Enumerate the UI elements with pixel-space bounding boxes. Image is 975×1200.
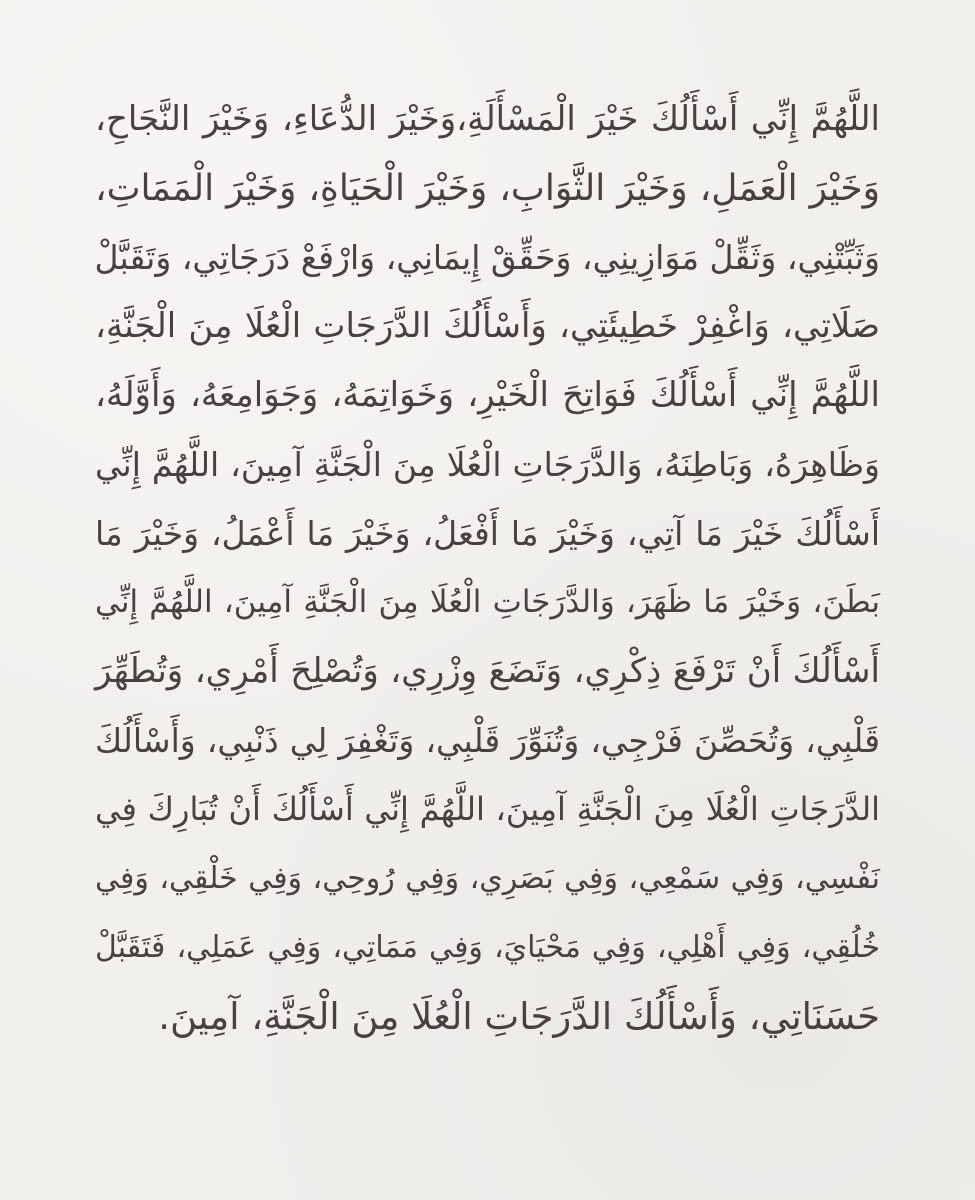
prayer-line-8: بَطَنَ، وَخَيْرَ مَا ظَهَرَ، وَالدَّرَجَاتِ الْعُلَا مِنَ الْجَنَّةِ آمِينَ، اللَّهُمَّ إِنِّي	[95, 584, 880, 620]
prayer-line-14: حَسَنَاتِي، وَأَسْأَلُكَ الدَّرَجَاتِ الْعُلَا مِنَ الْجَنَّةِ، آمِينَ.	[158, 995, 880, 1038]
prayer-line-1: اللَّهُمَّ إِنِّي أَسْأَلُكَ خَيْرَ الْمَسْأَلَةِ،وَخَيْرَ الدُّعَاءِ، وَخَيْرَ النَّجَاحِ،	[95, 99, 880, 139]
prayer-line-12: نَفْسِي، وَفِي سَمْعِي، وَفِي بَصَرِي، وَفِي رُوحِي، وَفِي خَلْقِي، وَفِي	[95, 861, 880, 896]
prayer-text	[95, 85, 880, 1051]
prayer-line-3: وَثَبِّتْنِي، وَثَقِّلْ مَوَازِينِي، وَحَقِّقْ إِيمَانِي، وَارْفَعْ دَرَجَاتِي، وَتَقَبَّلْ	[94, 238, 880, 277]
prayer-line-10: قَلْبِي، وَتُحَصِّنَ فَرْجِي، وَتُنَوِّرَ قَلْبِي، وَتَغْفِرَ لِي ذَنْبِي، وَأَسْأَلُكَ	[95, 721, 880, 760]
prayer-line-7: أَسْأَلُكَ خَيْرَ مَا آتِي، وَخَيْرَ مَا أَفْعَلُ، وَخَيْرَ مَا أَعْمَلُ، وَخَيْرَ مَا	[95, 514, 880, 553]
prayer-line-4: صَلَاتِي، وَاغْفِرْ خَطِيئَتِي، وَأَسْأَلُكَ الدَّرَجَاتِ الْعُلَا مِنَ الْجَنَّةِ،	[95, 306, 880, 346]
prayer-line-11: الدَّرَجَاتِ الْعُلَا مِنَ الْجَنَّةِ آمِينَ، اللَّهُمَّ إِنِّي أَسْأَلُكَ أَنْ تُبَارِكَ فِي	[95, 790, 880, 828]
prayer-line-2: وَخَيْرَ الْعَمَلِ، وَخَيْرَ الثَّوَابِ، وَخَيْرَ الْحَيَاةِ، وَخَيْرَ الْمَمَاتِ،	[95, 168, 880, 209]
prayer-line-6: وَظَاهِرَهُ، وَبَاطِنَهُ، وَالدَّرَجَاتِ الْعُلَا مِنَ الْجَنَّةِ آمِينَ، اللَّهُمَّ إِنِّي	[95, 445, 880, 484]
prayer-line-13: خُلُقِي، وَفِي أَهْلِي، وَفِي مَحْيَايَ، وَفِي مَمَاتِي، وَفِي عَمَلِي، فَتَقَبَّلْ	[95, 930, 880, 965]
prayer-line-5: اللَّهُمَّ إِنِّي أَسْأَلُكَ فَوَاتِحَ الْخَيْرِ، وَخَوَاتِمَهُ، وَجَوَامِعَهُ، وَأَوَّلَهُ،	[95, 375, 880, 415]
prayer-line-9: أَسْأَلُكَ أَنْ تَرْفَعَ ذِكْرِي، وَتَضَعَ وِزْرِي، وَتُصْلِحَ أَمْرِي، وَتُطَهِّرَ	[95, 651, 880, 691]
